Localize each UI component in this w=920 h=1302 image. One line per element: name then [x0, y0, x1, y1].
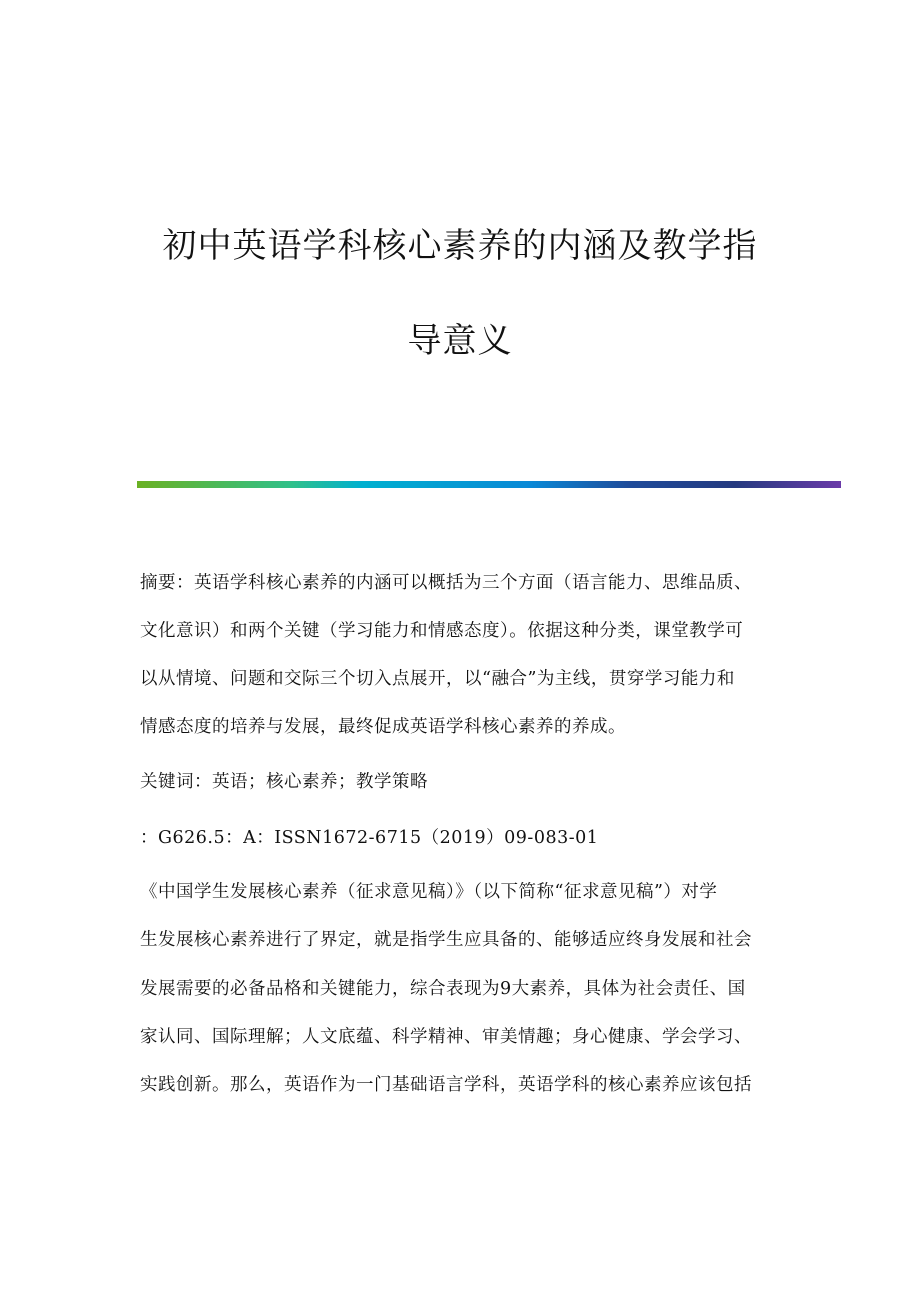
- body-line: 家认同、国际理解；人文底蕴、科学精神、审美情趣；身心健康、学会学习、: [140, 1027, 752, 1047]
- body-line: 实践创新。那么，英语作为一门基础语言学科，英语学科的核心素养应该包括: [140, 1075, 752, 1095]
- abstract-line: 摘要：英语学科核心素养的内涵可以概括为三个方面（语言能力、思维品质、: [140, 573, 752, 593]
- body-line: 《中国学生发展核心素养（征求意见稿）》（以下简称“征求意见稿”）对学: [140, 882, 718, 902]
- abstract-line: 以从情境、问题和交际三个切入点展开，以“融合”为主线，贯穿学习能力和: [140, 669, 735, 689]
- document-title-line-2: 导意义: [407, 321, 513, 361]
- document-title-line-1: 初中英语学科核心素养的内涵及教学指: [162, 226, 758, 266]
- classification-info: ：G626.5：A：ISSN1672-6715（2019）09-083-01: [140, 828, 599, 848]
- abstract-line: 文化意识）和两个关键（学习能力和情感态度）。依据这种分类，课堂教学可: [140, 621, 744, 641]
- gradient-divider: [137, 481, 841, 488]
- body-line: 发展需要的必备品格和关键能力，综合表现为9大素养，具体为社会责任、国: [140, 979, 746, 999]
- body-line: 生发展核心素养进行了界定，就是指学生应具备的、能够适应终身发展和社会: [140, 930, 752, 950]
- abstract-line: 情感态度的培养与发展，最终促成英语学科核心素养的养成。: [140, 717, 626, 737]
- keywords: 关键词：英语；核心素养；教学策略: [140, 772, 428, 792]
